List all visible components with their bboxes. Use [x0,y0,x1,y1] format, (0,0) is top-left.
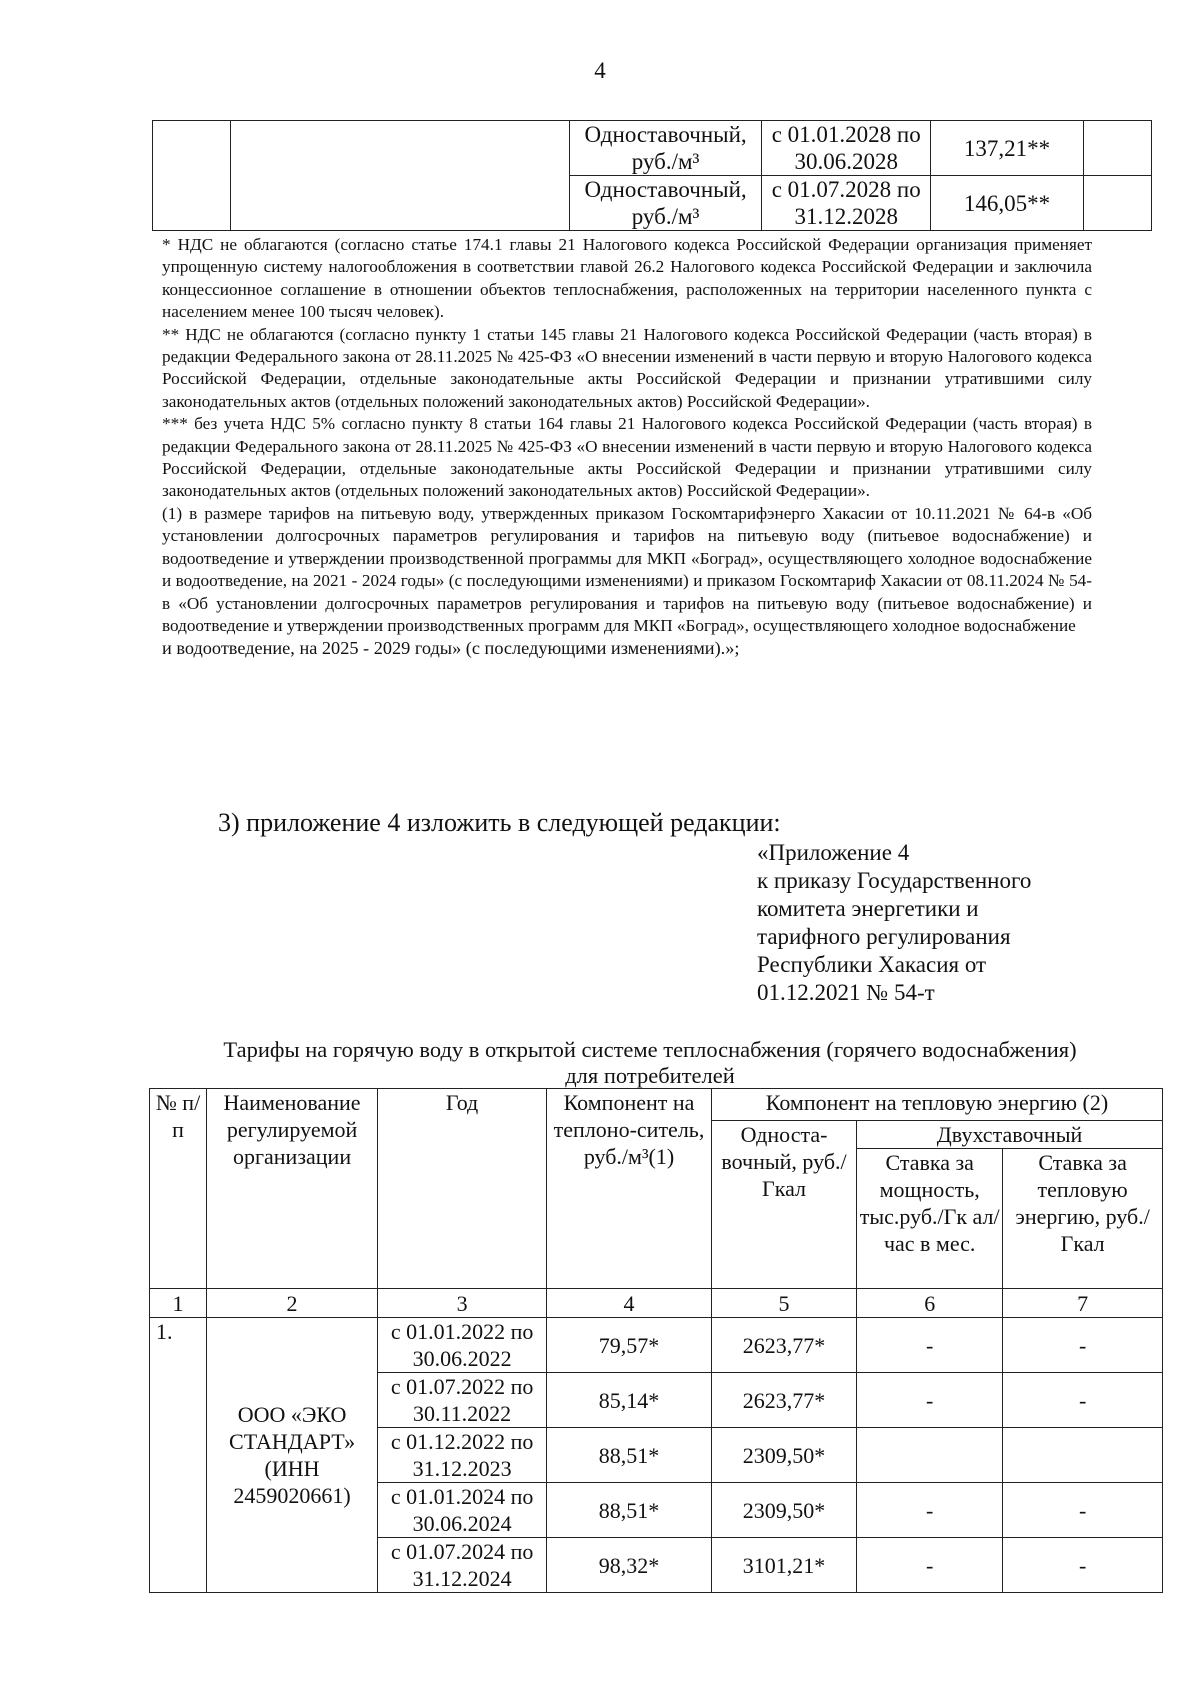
appendix-line: «Приложение 4 [757,840,910,865]
heat-rate-cell: - [1003,1373,1163,1428]
col-number: 7 [1003,1289,1163,1318]
hot-water-tariff-table [149,1088,1163,1593]
empty-cell [1084,176,1152,231]
period-cell: с 01.07.2024 по 31.12.2024 [378,1538,547,1593]
top-tariff-table [152,120,1152,231]
period-cell: с 01.01.2022 по 30.06.2022 [378,1318,547,1373]
coolant-cell: 98,32* [547,1538,712,1593]
col-number: 3 [378,1289,547,1318]
footnote-1: * НДС не облагаются (согласно статье 174.1 главы 21 Налогового кодекса Российской Федерации организация применяет упрощенную систему налогообложения в соответствии главой 26.2 Налогового кодекса Российской Федерации и заключила концессионное соглашение в отношении объектов теплоснабжения, расположенных на территории населенного пункта с населением менее 100 тысяч человек). [162,235,1092,322]
col-number: 6 [857,1289,1003,1318]
heat-rate-cell: - [1003,1318,1163,1373]
appendix-line: тарифного регулирования [757,924,1011,949]
single-rate-cell: 2309,50* [711,1483,856,1538]
heat-rate-cell [1003,1428,1163,1483]
empty-cell [1084,121,1152,176]
power-rate-cell [857,1428,1003,1483]
coolant-cell: 85,14* [547,1373,712,1428]
period-cell: с 01.12.2022 по 31.12.2023 [378,1428,547,1483]
header-row [150,1089,1163,1121]
coolant-cell: 88,51* [547,1483,712,1538]
empty-cell [231,121,570,231]
col-header-year: Год [378,1089,547,1289]
power-rate-cell: - [857,1373,1003,1428]
col-header-single-rate: Односта-вочный, руб./Гкал [711,1121,856,1289]
col-header-num: № п/п [150,1089,207,1289]
single-rate-cell: 2309,50* [711,1428,856,1483]
table-row [150,1318,1163,1373]
col-number: 4 [547,1289,712,1318]
col-header-heat-rate: Ставка за тепловую энергию, руб./Гкал [1003,1149,1163,1289]
col-number: 2 [207,1289,378,1318]
period-cell: с 01.07.2022 по 30.11.2022 [378,1373,547,1428]
appendix-line: комитета энергетики и [757,896,979,921]
footnote-3: *** без учета НДС 5% согласно пункту 8 статьи 164 главы 21 Налогового кодекса Российской Федерации (часть вторая) в редакции Федерального закона от 28.11.2025 № 425-ФЗ «О внесении изменений в части первую и вторую Налогового кодекса Российской Федерации, отдельные законодательные акты Российской Федерации и признании утратившими силу законодательных актов (отдельных положений законодательных актов) Российской Федерации». [162,414,1092,501]
heat-rate-cell: - [1003,1538,1163,1593]
column-number-row [150,1289,1163,1318]
col-header-org: Наименование регулируемой организации [207,1089,378,1289]
footnote-2: ** НДС не облагаются (согласно пункту 1 статьи 145 главы 21 Налогового кодекса Российской Федерации (часть вторая) в редакции Федерального закона от 28.11.2025 № 425-ФЗ «О внесении изменений в части первую и вторую Налогового кодекса Российской Федерации, отдельные законодательные акты Российской Федерации и признании утратившими силу законодательных актов (отдельных положений законодательных актов) Российской Федерации». [162,324,1092,411]
single-rate-cell: 3101,21* [711,1538,856,1593]
col-header-energy: Компонент на тепловую энергию (2) [711,1089,1162,1121]
table-title [150,1037,1150,1089]
table-title-line-1: Тарифы на горячую воду в открытой системе теплоснабжения (горячего водоснабжения) [223,1037,1077,1062]
footnote-4-end: и водоотведение, на 2025 - 2029 годы» (с последующими изменениями).»; [162,638,740,659]
single-rate-cell: 2623,77* [711,1318,856,1373]
col-number: 1 [150,1289,207,1318]
heat-rate-cell: - [1003,1483,1163,1538]
power-rate-cell: - [857,1538,1003,1593]
period-cell: с 01.07.2028 по 31.12.2028 [762,176,931,231]
appendix-line: 01.12.2021 № 54-т [757,980,935,1005]
value-cell: 146,05** [931,176,1084,231]
col-header-power-rate: Ставка за мощность, тыс.руб./Гк ал/час в мес. [857,1149,1003,1289]
footnote-4: (1) в размере тарифов на питьевую воду, утвержденных приказом Госкомтарифэнерго Хакасии от 10.11.2021 № 64-в «Об установлении долгосрочных параметров регулирования и тарифов на питьевую воду (питьевое водоснабжение) и водоотведение и утверждении производственной программы для МКП «Боград», осуществляющего холодное водоснабжение и водоотведение, на 2021 - 2024 годы» (с последующими изменениями) и приказом Госкомтариф Хакасии от 08.11.2024 № 54-в «Об установлении долгосрочных параметров регулирования и тарифов на питьевую воду (питьевое водоснабжение) и водоотведение и утверждении производственных программ для МКП «Боград», осуществляющего холодное водоснабжение [162,503,1092,635]
col-header-coolant: Компонент на теплоно-ситель, руб./м³(1) [547,1089,712,1289]
power-rate-cell: - [857,1483,1003,1538]
empty-cell [153,121,231,231]
tariff-type-cell: Одноставочный, руб./м³ [569,176,762,231]
footnotes [162,234,1092,660]
single-rate-cell: 2623,77* [711,1373,856,1428]
table-title-line-2: для потребителей [565,1063,735,1088]
page-number: 4 [594,58,606,83]
col-header-two-rate: Двухставочный [857,1121,1163,1149]
appendix-line: Республики Хакасия от [757,952,987,977]
tariff-type-cell: Одноставочный, руб./м³ [569,121,762,176]
value-cell: 137,21** [931,121,1084,176]
row-number: 1. [150,1318,207,1593]
period-cell: с 01.01.2024 по 30.06.2024 [378,1483,547,1538]
item-3-text: 3) приложение 4 изложить в следующей редакции: [218,808,781,837]
appendix-line: к приказу Государственного [757,868,1032,893]
table-row [153,121,1152,176]
coolant-cell: 88,51* [547,1428,712,1483]
coolant-cell: 79,57* [547,1318,712,1373]
col-number: 5 [711,1289,856,1318]
period-cell: с 01.01.2028 по 30.06.2028 [762,121,931,176]
appendix-heading [757,839,1031,1007]
organization-cell: ООО «ЭКО СТАНДАРТ» (ИНН 2459020661) [207,1318,378,1593]
power-rate-cell: - [857,1318,1003,1373]
